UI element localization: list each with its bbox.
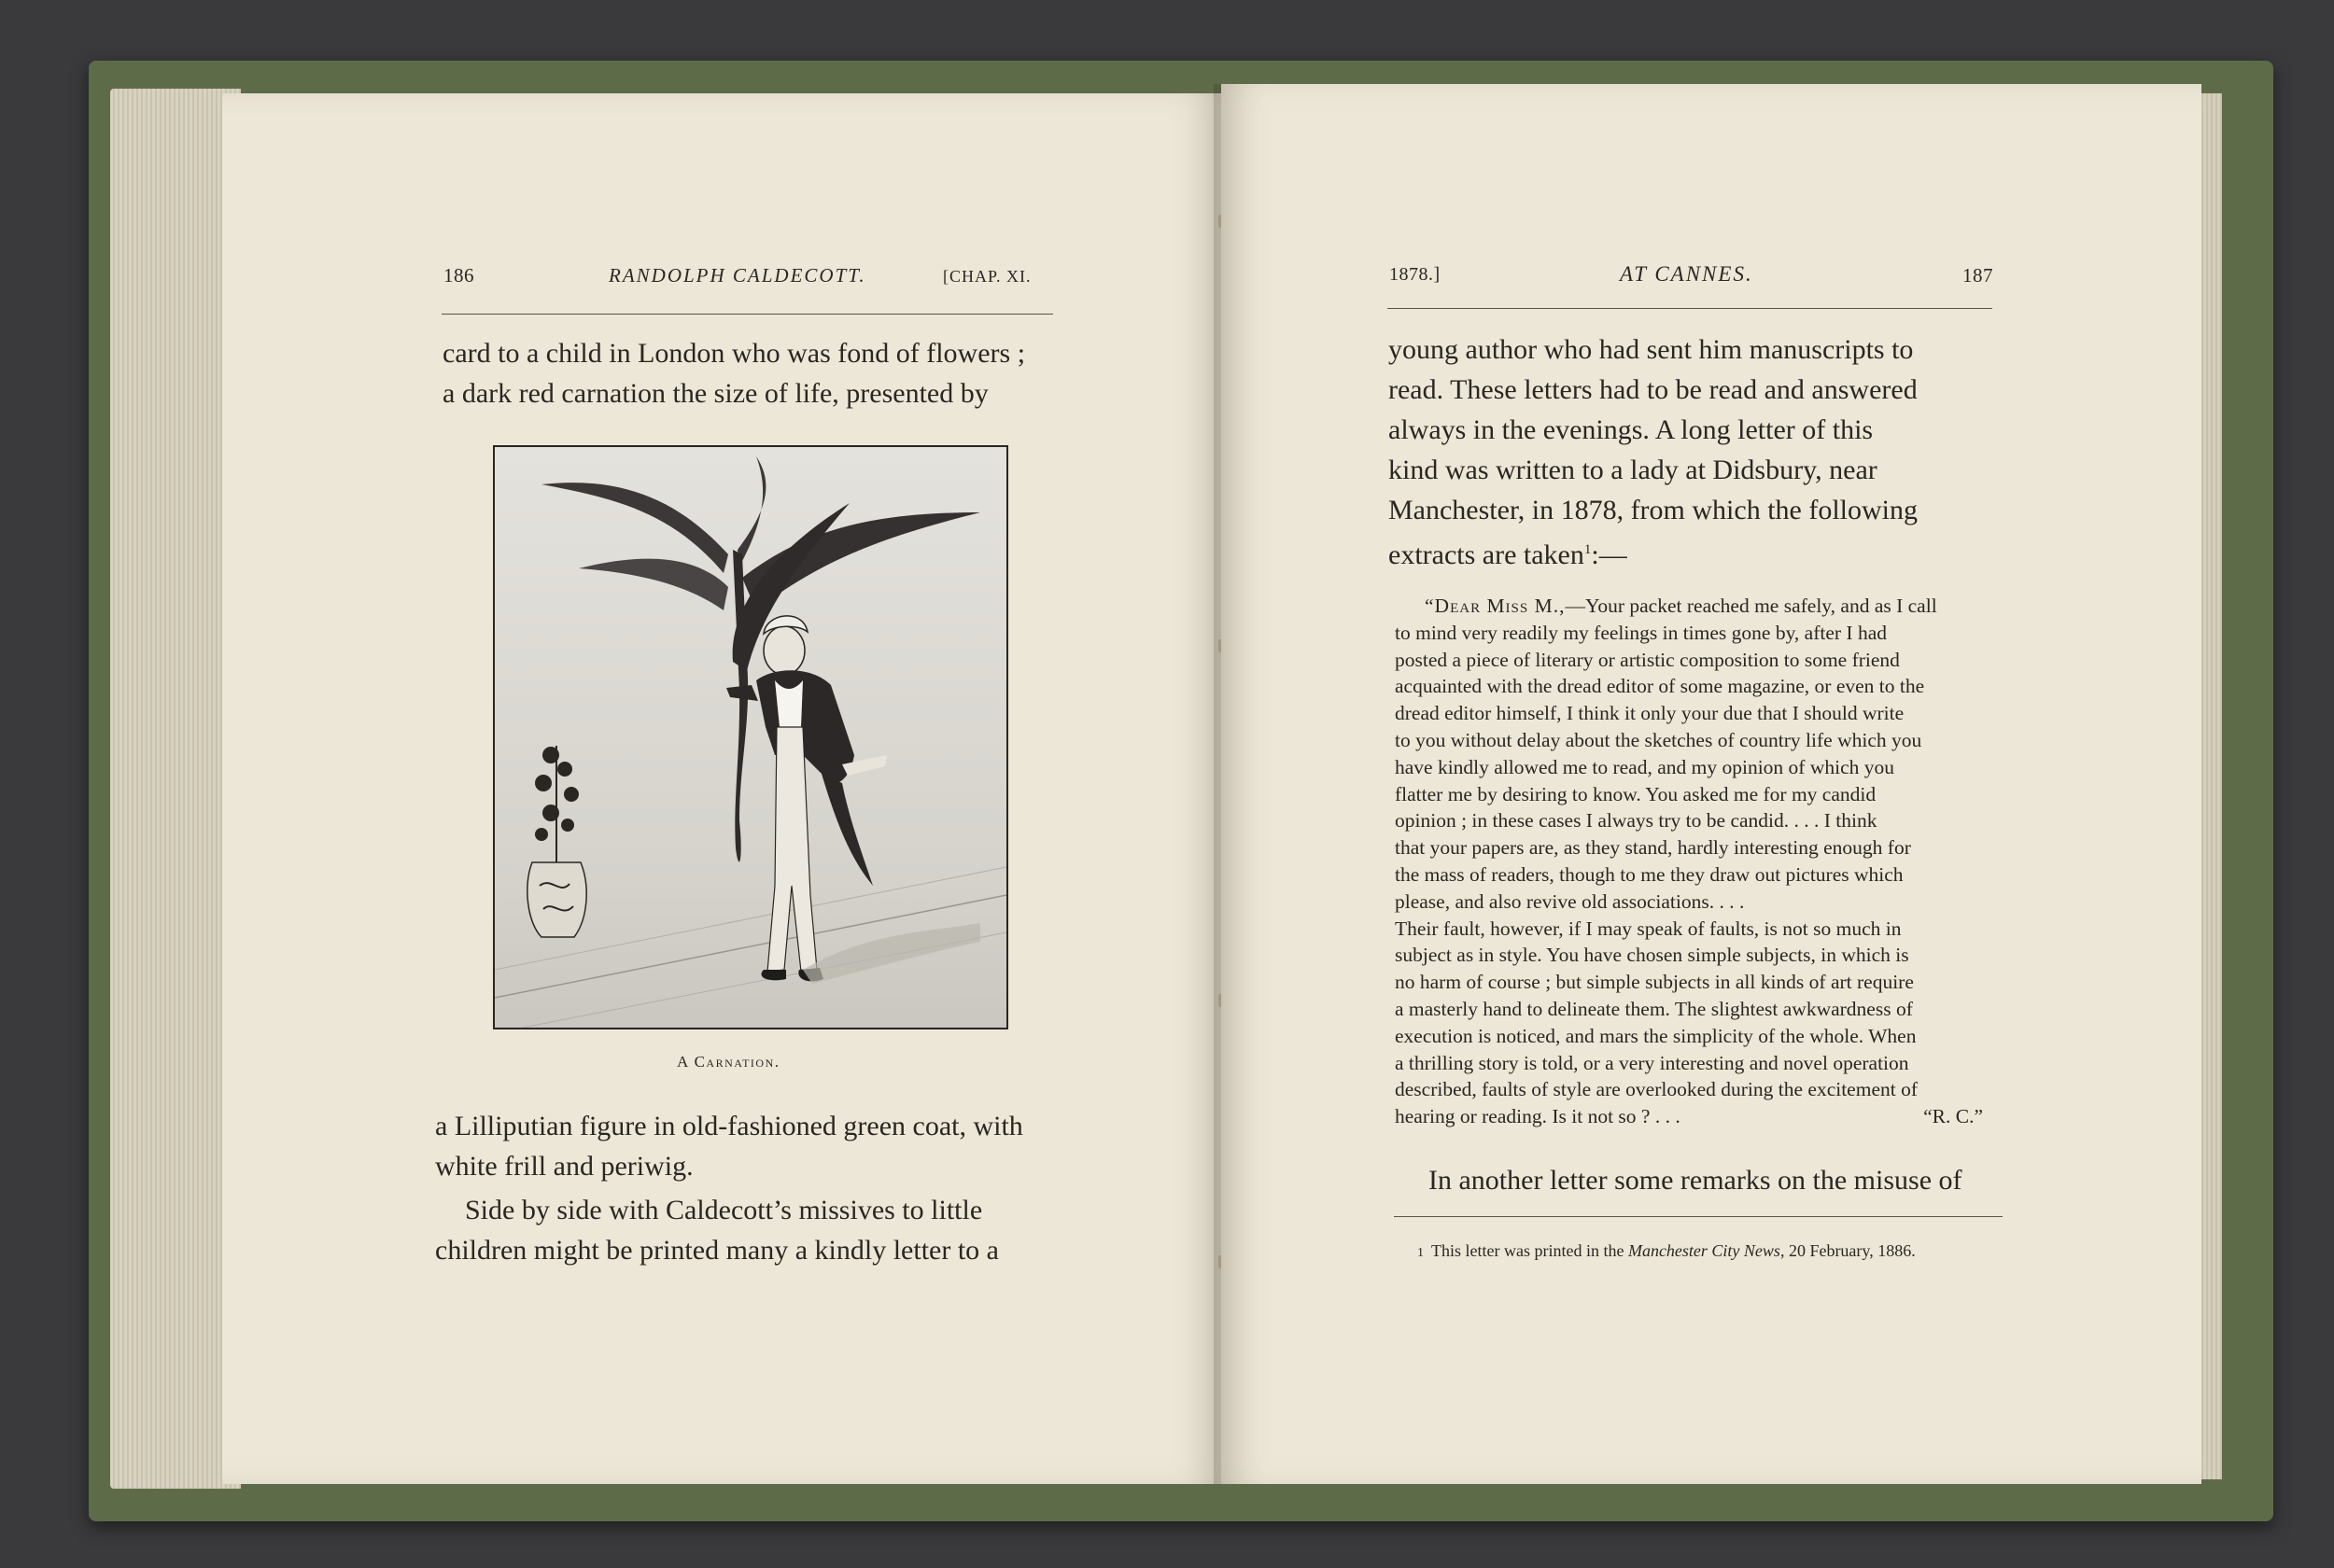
letter-line: Their fault, however, if I may speak of faults, is not so much in: [1395, 917, 1902, 940]
text-line: In another letter some remarks on the misuse of: [1428, 1165, 1962, 1196]
text-line: young author who had sent him manuscripts to: [1388, 334, 1914, 365]
page-edges-left: [110, 89, 241, 1489]
text-line: a Lilliputian figure in old-fashioned green coat, with: [435, 1111, 1023, 1141]
text-line: white frill and periwig.: [435, 1151, 694, 1182]
left-text-top: [443, 333, 1049, 413]
letter-line: to mind very readily my feelings in times gone by, after I had: [1395, 621, 1888, 644]
carnation-illustration: [493, 445, 1008, 1029]
left-text-bottom: [435, 1106, 1042, 1270]
right-text-intro: [1388, 329, 1995, 575]
text-fragment: This letter was printed in the: [1431, 1241, 1628, 1260]
text-line: [1388, 530, 1995, 575]
letter-line: to you without delay about the sketches of country life which you: [1395, 728, 1922, 751]
text-fragment: hearing or reading. Is it not so ? . . .: [1395, 1105, 1680, 1128]
right-text-closing: [1428, 1160, 2007, 1200]
footnote-source: Manchester City News: [1627, 1241, 1780, 1260]
letter-line: a masterly hand to delineate them. The slightest awkwardness of: [1395, 997, 1913, 1020]
running-date: 1878.]: [1389, 264, 1441, 285]
footnote: [1417, 1241, 1916, 1261]
text-fragment: :—: [1591, 539, 1627, 570]
text-fragment: , 20 February, 1886.: [1779, 1241, 1916, 1260]
letter-line: the mass of readers, though to me they draw out pictures which: [1395, 862, 1904, 886]
letter-line: have kindly allowed me to read, and my opinion of which you: [1395, 755, 1894, 778]
header-rule-left: [442, 314, 1053, 315]
text-fragment: extracts are taken: [1388, 539, 1584, 570]
letter-line: a thrilling story is told, or a very interesting and novel operation: [1395, 1051, 1909, 1074]
text-fragment: —Your packet reached me safely, and as I call: [1565, 595, 1937, 617]
text-line: read. These letters had to be read and answered: [1388, 374, 1918, 405]
letter-line: dread editor himself, I think it only your due that I should write: [1395, 702, 1905, 725]
letter-salutation: “Dear Miss M.,: [1425, 595, 1566, 617]
letter-line: no harm of course ; but simple subjects in all kinds of art require: [1395, 971, 1914, 994]
text-line: kind was written to a lady at Didsbury, near: [1388, 455, 1877, 485]
letter-line: that your papers are, as they stand, hardly interesting enough for: [1395, 836, 1911, 860]
text-line: a dark red carnation the size of life, presented by: [443, 378, 989, 409]
letter-line: [1395, 1103, 2000, 1130]
letter-line: acquainted with the dread editor of some magazine, or even to the: [1395, 675, 1925, 698]
carnation-drawing: [495, 447, 1006, 1028]
footnote-marker: 1: [1583, 542, 1592, 557]
text-line: card to a child in London who was fond of flowers ;: [443, 338, 1026, 369]
page-number-left: 186: [443, 264, 474, 287]
letter-line: execution is noticed, and mars the simplicity of the whole. When: [1395, 1024, 1917, 1047]
text-line: children might be printed many a kindly letter to a: [435, 1235, 999, 1266]
letter-signature: “R. C.”: [1923, 1105, 1983, 1128]
footnote-rule: [1394, 1216, 2003, 1217]
chapter-label: [CHAP. XI.: [943, 267, 1032, 286]
letter-line: opinion ; in these cases I always try to be candid. . . . I think: [1395, 809, 1877, 833]
letter-line: described, faults of style are overlooked during the excitement of: [1395, 1078, 1918, 1101]
letter-line: subject as in style. You have chosen simple subjects, in which is: [1395, 944, 1909, 967]
footnote-number: 1: [1417, 1246, 1424, 1260]
letter-line: [1395, 593, 2000, 620]
quoted-letter: [1395, 593, 2000, 1130]
text-line: always in the evenings. A long letter of this: [1388, 414, 1874, 445]
text-line: Side by side with Caldecott’s missives to little: [465, 1195, 983, 1225]
illustration-caption: A Carnation.: [677, 1053, 780, 1071]
letter-line: posted a piece of literary or artistic composition to some friend: [1395, 648, 1900, 671]
letter-line: flatter me by desiring to know. You asked me for my candid: [1395, 782, 1877, 805]
header-rule-right: [1387, 308, 1992, 309]
page-number-right: 187: [1962, 264, 1993, 287]
running-title-left: RANDOLPH CALDECOTT.: [609, 264, 866, 287]
running-title-right: AT CANNES.: [1620, 262, 1753, 286]
text-line: Manchester, in 1878, from which the following: [1388, 495, 1919, 525]
letter-line: please, and also revive old associations. . . .: [1395, 889, 1745, 913]
